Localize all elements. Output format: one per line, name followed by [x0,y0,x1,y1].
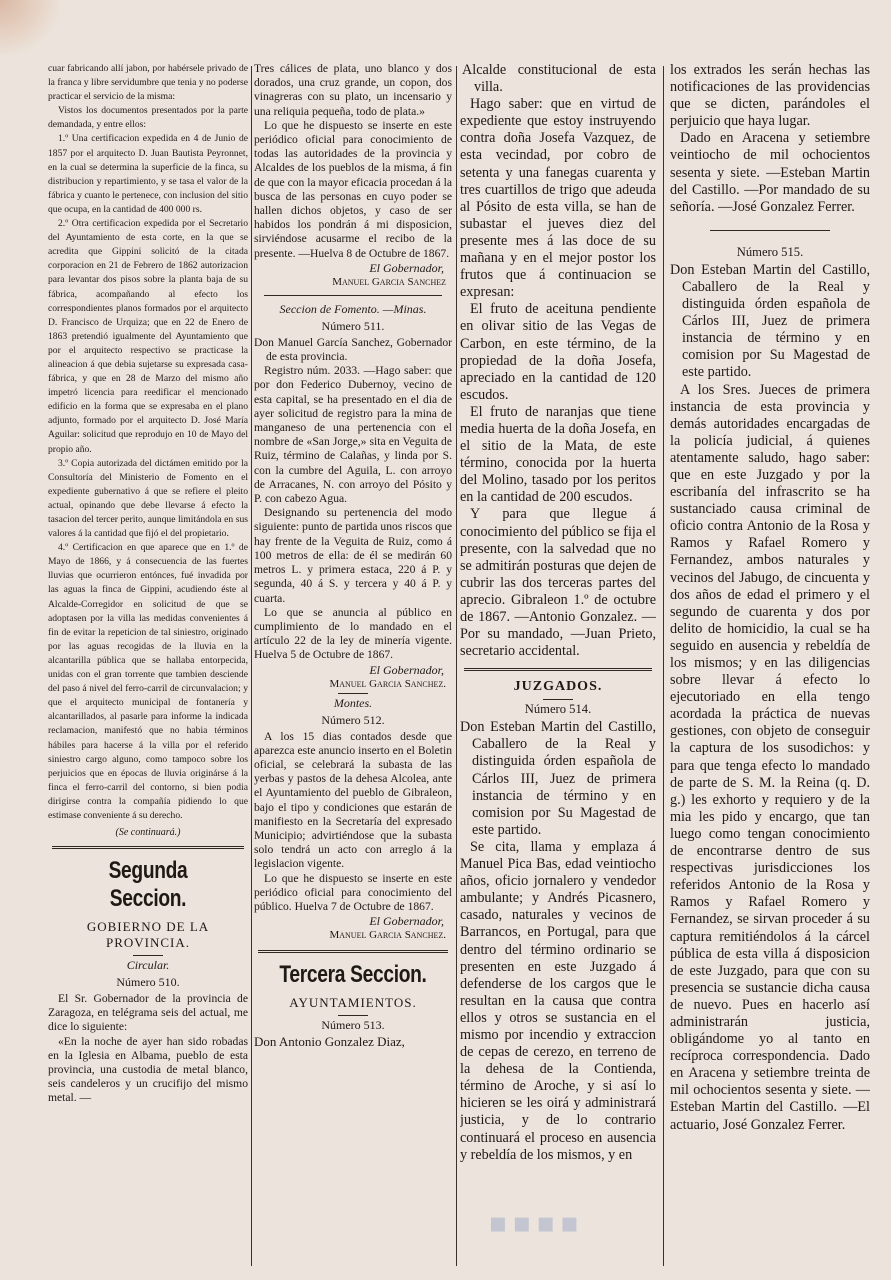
signature-name: Manuel Garcia Sanchez. [329,677,446,690]
subsection-heading: JUZGADOS. [513,679,603,695]
signature-title: El Gobernador, [369,662,444,677]
section-heading: Segunda Seccion. [108,857,188,913]
column-rule [663,66,664,1266]
divider [264,295,442,296]
column-2 [254,62,452,1272]
short-rule [338,1015,368,1016]
short-rule [338,693,368,694]
paragraph: Lo que he dispuesto se inserte en este periódico oficial para conocimiento del público. Huelva 7 de Octubre de 1867. [254,871,452,913]
paragraph: Tres cálices de plata, uno blanco y dos dorados, una cruz grande, un copon, dos vinagreras con su plato, un incensario y una reliquia pequeña, todo de plata.» [254,62,452,118]
notice-number: Número 514. [524,702,592,717]
paragraph: El fruto de aceituna pendiente en olivar sitio de las Vegas de Carbon, en este término, de la propiedad de la doña Josefa, apreciado en la cantidad de 120 escudos. [460,301,656,403]
paragraph: A los Sres. Jueces de primera instancia de esta provincia y demás autoridades encargadas de la policía judicial, á quienes atentamente saludo, hago saber: que en este Juzgado y por la escribanía del infrascrito se ha sustanciado causa criminal de oficio contra Antonio de la Rosa y Ramos y Rafael Romero y Fernandez, ambos naturales y vecinos del Jabugo, de cincuenta y dos años de edad el primero y el segundo de cuarenta y dos por delito de homicidio, la cual se ha seguido en ausencia y rebeldía de los mismos; y en las diligencias sobre llevar á efecto lo ejecutoriado en ella tengo acordada la práctica de nuevas gestiones, con objeto de conseguir la captura de los susodichos: y para que tenga efecto lo mandado de parte de S. M. la Reina (q. D. g.) les exhorto y requiero y de la mia les pido y encargo, que tan luego como tengan conocimiento de encontrarse dentro de sus respectivas jurisdicciones los referidos Antonio de la Rosa y Ramos y Rafael Romero y Fernandez, se sirvan proceder á su captura remitiéndolos á la cárcel pública de esta villa á disposicion de este Juzgado, para que con su presencia se sustancie dicha causa de nuevo. Pues en hacerlo así administrarán justicia, obligándome yo al tanto en recíproca correspondencia. Dado en Aracena y setiembre treinta de mil ochocientos sesenta y siete. —Esteban Martin del Castillo. —El actuario, José Gonzalez Ferrer. [670,381,870,1133]
paragraph: A los 15 dias contados desde que aparezca este anuncio inserto en el Boletin oficial, se celebrará la subasta de las yerbas y pastos de la dehesa Alcolea, ante el Ayuntamiento del pueblo de Gibraleon, bajo el tipo y condiciones que estarán de manifiesto en la Secretaría del expresado Municipio; advirtiéndose que la subasta solo tendrá un acto con arreglo á la legislacion vigente. [254,729,452,871]
paragraph: Lo que se anuncia al público en cumplimiento de lo mandado en el artículo 22 de la ley de minería vigente. Huelva 5 de Octubre de 1867. [254,605,452,662]
paragraph: 3.º Copia autorizada del dictámen emitido por la Consultoría del Ministerio de Fomento en el expediente gubernativo á que se refiere el pleito actual, opinando que debe llevarse á efecto la tasacion del tercer perito, aunque limitándola en sus valores á la cantidad que fijó el del propietario. [48,457,248,540]
paragraph: los extrados les serán hechas las notificaciones de las providencias que se dicten, parándoles el perjuicio que haya lugar. [670,62,870,130]
notice-number: Número 510. [116,975,180,990]
paragraph: Lo que he dispuesto se inserte en este periódico oficial para conocimiento de todas las autoridades de la provincia y Alcaldes de los pueblos de la misma, á fin de que con la mayor eficacia procedan á la busca de las personas en cuyo poder se hallen dichos objetos, y caso de ser habidos los pondrán á mi disposicion, sirviéndose acusarme el recibo de la presente. —Huelva 8 de Octubre de 1867. [254,118,452,260]
paragraph: Y para que llegue á conocimiento del público se fija el presente, con la salvedad que no se admitirán posturas que dejen de cubrir las dos terceras partes del aprecio. Gibraleon 1.º de octubre de 1867. —Antonio Gonzalez. —Por su mandado, —Juan Prieto, secretario accidental. [460,506,656,660]
paragraph: Registro núm. 2033. —Hago saber: que por don Federico Dubernoy, vecino de esta capital, se ha presentado en el dia de ayer solicitud de registro para la mina de manganeso de una pertenencia con el nombre de «San Jorge,» sita en Veguita de Ruiz, término de Calañas, y linda por S. con la cumbre del Aguila, L. con arroyo de Arracanes, N. con arroyo del Pósito y P. con cabezo Agua. [254,364,452,506]
paragraph: Don Manuel García Sanchez, Gobernador de esta provincia. [254,335,452,364]
notice-number: Número 512. [321,712,385,727]
paragraph: Vistos los documentos presentados por la parte demandada, y entre ellos: [48,105,248,131]
column-3 [460,62,656,1272]
column-1 [48,62,248,1272]
continuation-note: (Se continuará.) [115,827,181,839]
paragraph: Hago saber: que en virtud de expediente que estoy instruyendo contra doña Josefa Vazquez, de esta vecindad, por cobro de setenta y una fanegas cuarenta y tres cuartillos de trigo que adeuda al Pósito de esta villa, se han de subastar el jueves diez del presente mes á las doce de su mañana y en el mejor postor los frutos que á continuacion se expresan: [460,96,656,301]
paragraph: 1.º Una certificacion expedida en 4 de Junio de 1857 por el arquitecto D. Juan Bautista Peyronnet, en la cual se determina la superficie de la finca, su distribucion y repartimiento, y se tasa el valor de la fábrica y cuanto le pertenece, con inclusion del sitio que ocupa, en la cantidad de 400 000 rs. [48,133,248,215]
paragraph: Don Esteban Martin del Castillo, Caballero de la Real y distinguida órden española de Cárlos III, Juez de primera instancia de término y en comision por Su Magestad de este partido. [460,719,656,838]
paragraph: El Sr. Gobernador de la provincia de Zaragoza, en telégrama seis del actual, me dice lo siguiente: [48,992,248,1034]
paragraph: 2.º Otra certificacion expedida por el Secretario del Ayuntamiento de esta corte, en la que se acredita que Gippini solicitó de la citada corporacion en 21 de Febrero de 1862 autorizacion para levantar dos pisos sobre la planta baja de su fábrica, acompañando al efecto los correspondientes planos formados por el arquitecto D. Francisco de Urquiza; que en 22 de Enero de 1863 pretendió igualmente del Ayuntamiento que por el arquitecto respectivo se practicase la alineacion á que debia sujetarse su expresada casa-fábrica, y que en 28 de Marzo del mismo año impetró licencia para reedificar el mencionado edificio en la forma que se expresaba en el plano adjunto, formado por el arquitecto D. José María Aguilar: solicitud que reprodujo en 10 de Mayo del propio año. [48,218,248,455]
signature-title: El Gobernador, [369,914,444,929]
notice-type: Circular. [126,958,170,973]
paragraph: cuar fabricando allí jabon, por habérsele privado de la franca y libre servidumbre que tenia y no poderse practicar el servicio de la misma: [48,63,248,103]
short-rule [133,955,163,956]
notice-type: Seccion de Fomento. —Minas. [279,301,427,316]
short-rule [543,699,573,700]
section-divider [52,846,244,849]
paragraph: Alcalde constitucional de esta villa. [462,62,656,96]
notice-number: Número 513. [321,1018,385,1033]
paragraph: Dado en Aracena y setiembre veintiocho de mil ochocientos sesenta y siete. —Esteban Martin del Castillo. —Por mandado de su señoría. —José Gonzalez Ferrer. [670,130,870,215]
signature-name: Manuel Garcia Sanchez [332,275,446,288]
section-divider [464,668,652,671]
library-stamp-watermark: ▪▪▪▪ [488,1191,584,1254]
column-4 [670,62,870,1272]
paragraph: Se cita, llama y emplaza á Manuel Pica Bas, edad veintiocho años, oficio jornalero y vendedor ambulante; y Andrés Picasnero, casado, naturales y vecinos de Barrancos, en Portugal, para que dentro del término ordinario se presenten en este Juzgado á defenderse de los cargos que le resultan en la causa que contra ellos y otros se sustancia en el mismo por incendio y extraccion de cepas de cerezo, en terreno de la dehesa de la Contienda, término de Aroche, y si así lo hicieren se les oirá y administrará justicia, y de lo contrario continuará el proceso en ausencia y rebeldía de los mismos, y en [460,838,656,1163]
paragraph: Designando su pertenencia del modo siguiente: punto de partida unos riscos que hay frente de la Veguita de Ruiz, como á 100 metros de ella: de él se medirán 60 metros L. y primera estaca, 220 á P. y segunda, 40 á S. y tercera y 40 á P. y cuarta. [254,506,452,605]
paragraph: «En la noche de ayer han sido robadas en la Iglesia en Albama, pueblo de esta provincia, una custodia de metal blanco, seis candeleros y un crucifijo del mismo metal. — [48,1034,248,1105]
paragraph: Don Esteban Martin del Castillo, Caballero de la Real y distinguida órden española de Cárlos III, Juez de primera instancia de término y en comision por Su Magestad de este partido. [670,261,870,381]
notice-type: Montes. [333,695,373,710]
notice-number: Número 515. [736,244,804,259]
signature-title: El Gobernador, [369,260,444,275]
paragraph: Don Antonio Gonzalez Diaz, [254,1034,405,1050]
section-divider [258,950,448,953]
paper-stain [0,0,60,55]
subsection-heading: GOBIERNO DE LA PROVINCIA. [86,919,210,951]
paragraph: 4.º Certificacion en que aparece que en 1.º de Mayo de 1866, y á consecuencia de las fuertes lluvias que ocurrieron entónces, fué invadida por las aguas la finca de Gippini, acudiendo éste al Alcalde-Corregidor en solicitud de que se adoptasen por la villa las medidas convenientes á fin de evitar la repeticion de tal siniestro, originado por las aguas recogidas de la lluvia en la alcantarilla pública que se hallaba entorpecida, unidas con el gran torrente que tambien desciende del paso á nivel del ferro-carril de circunvalacion; y que el arquitecto municipal de fontanería y alcantarillados, al pasarle para informe la indicada reclamacion, manifestó que no habia términos hábiles para hacerse á la villa por el referido siniestro cargo alguno, como tampoco sobre los perjuicios que en épocas de lluvia originárse á la finca el ferro-carril del contorno, si bien podia dirigirse contra la compañía pidiendo lo que estimase conveniente á su derecho. [48,542,248,821]
section-heading: Tercera Seccion. [279,961,427,989]
column-rule [251,66,252,1266]
paragraph: El fruto de naranjas que tiene media huerta de la doña Josefa, en el sitio de la Mata, de este término, conocida por la huerta del Molino, tasado por los peritos en la cantidad de 200 escudos. [460,403,656,506]
signature-name: Manuel Garcia Sanchez. [329,929,446,942]
subsection-heading: AYUNTAMIENTOS. [289,995,417,1011]
divider [710,230,830,231]
column-rule [456,66,457,1266]
notice-number: Número 511. [321,318,385,333]
